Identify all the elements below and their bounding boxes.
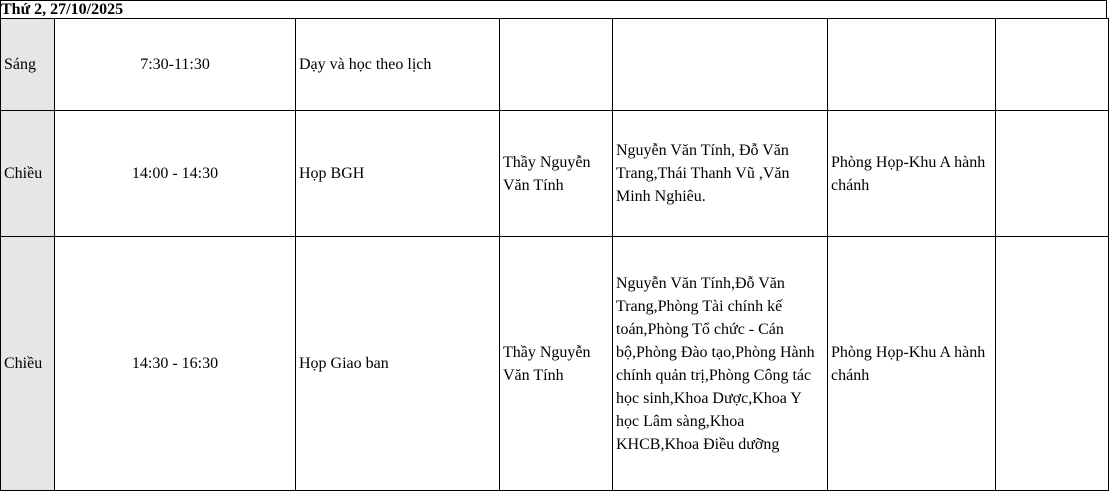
participants-cell <box>613 19 828 111</box>
notes-cell <box>996 237 1109 491</box>
notes-cell <box>996 111 1109 237</box>
table-row <box>1 19 1109 111</box>
content-cell: Dạy và học theo lịch <box>296 19 500 111</box>
time-cell: 7:30-11:30 <box>55 19 296 111</box>
time-cell: 14:00 - 14:30 <box>55 111 296 237</box>
location-cell: Phòng Họp-Khu A hành chánh <box>828 237 996 491</box>
notes-cell <box>996 19 1109 111</box>
participants-cell: Nguyễn Văn Tính,Đỗ Văn Trang,Phòng Tài chính kế toán,Phòng Tổ chức - Cán bộ,Phòng Đào tạo,Phòng Hành chính quản trị,Phòng Công tác học sinh,Khoa Dược,Khoa Y học Lâm sàng,Khoa KHCB,Khoa Điều dưỡng <box>613 237 828 491</box>
table-row <box>1 237 1109 491</box>
time-cell: 14:30 - 16:30 <box>55 237 296 491</box>
content-cell: Họp BGH <box>296 111 500 237</box>
participants-cell: Nguyễn Văn Tính, Đỗ Văn Trang,Thái Thanh Vũ ,Văn Minh Nghiêu. <box>613 111 828 237</box>
day-header: Thứ 2, 27/10/2025 <box>0 0 1107 18</box>
chair-cell: Thầy Nguyễn Văn Tính <box>500 111 613 237</box>
session-cell: Sáng <box>1 19 55 111</box>
location-cell: Phòng Họp-Khu A hành chánh <box>828 111 996 237</box>
session-cell: Chiều <box>1 237 55 491</box>
content-cell: Họp Giao ban <box>296 237 500 491</box>
chair-cell <box>500 19 613 111</box>
table-row <box>1 111 1109 237</box>
chair-cell: Thầy Nguyễn Văn Tính <box>500 237 613 491</box>
location-cell <box>828 19 996 111</box>
schedule-table <box>0 18 1109 491</box>
session-cell: Chiều <box>1 111 55 237</box>
